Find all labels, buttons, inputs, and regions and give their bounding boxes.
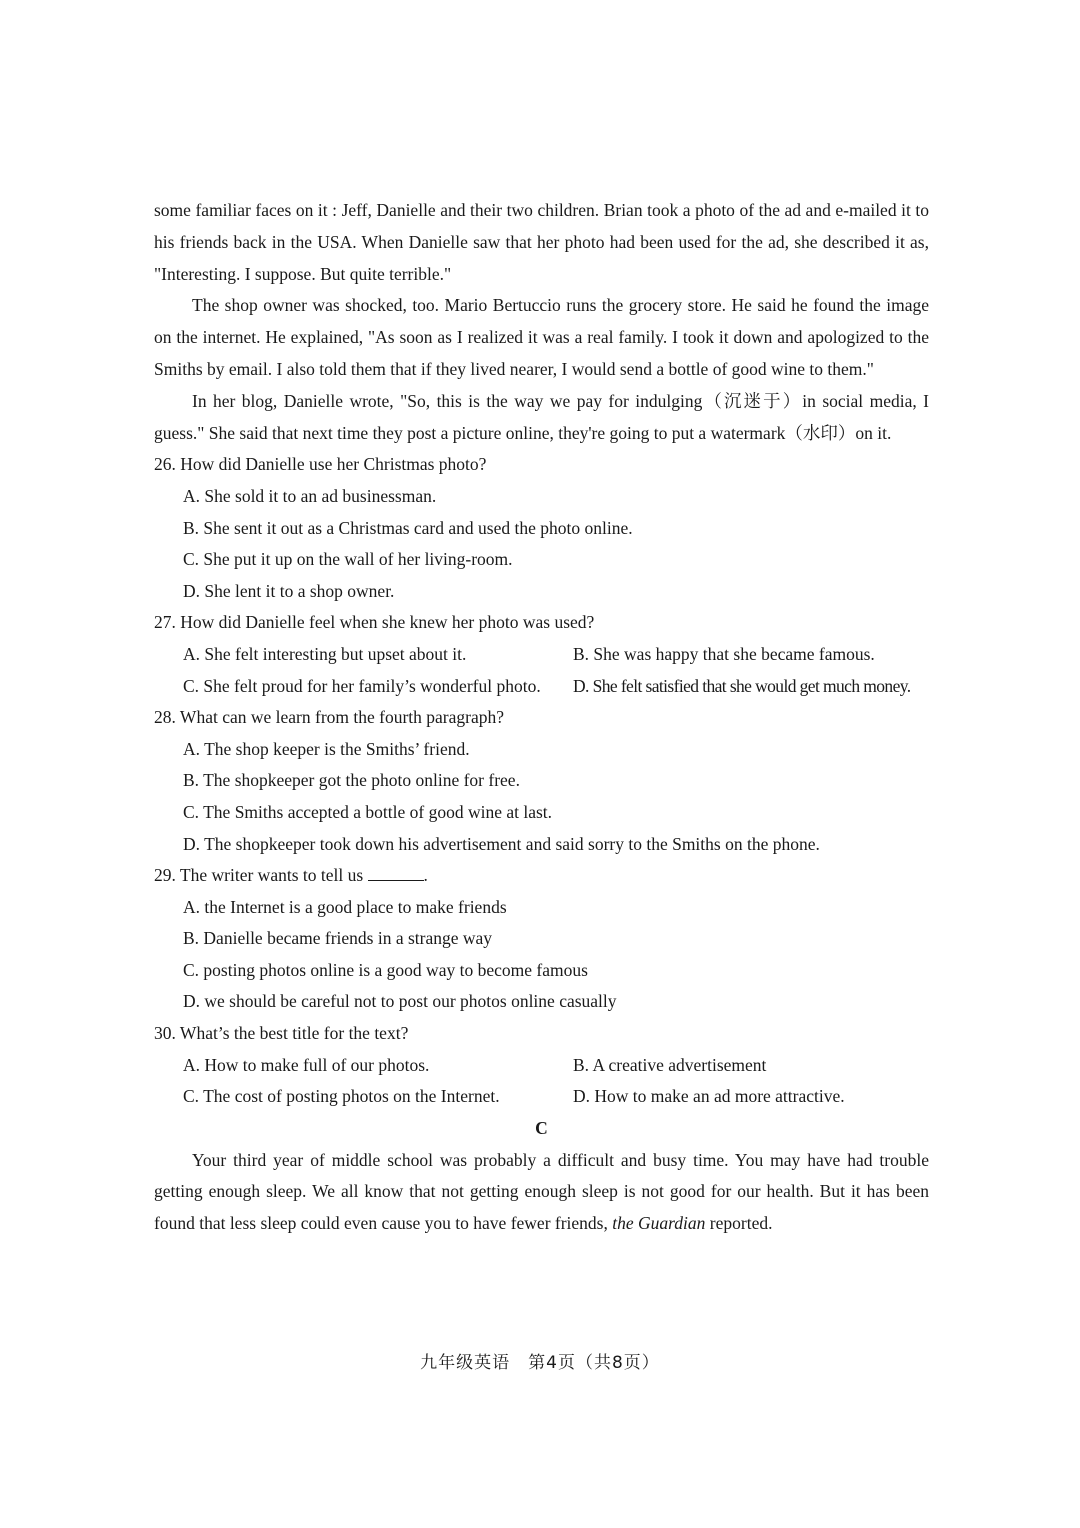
question-28-option-c: C. The Smiths accepted a bottle of good wine at last. [183,801,553,822]
question-29-stem [154,860,929,892]
question-26-option-d: D. She lent it to a shop owner. [183,580,395,601]
question-30-option-c: C. The cost of posting photos on the Internet. [183,1086,500,1107]
question-27-option-c: C. She felt proud for her family’s wonderful photo. [183,675,541,696]
question-29-option-d: D. we should be careful not to post our photos online casually [183,991,617,1012]
publication-name: the Guardian [612,1213,706,1234]
question-30-stem: 30. What’s the best title for the text? [154,1023,409,1044]
passage-b-paragraph-1: some familiar faces on it : Jeff, Danielle and their two children. Brian took a photo of the ad and e-mailed it to his friends back in the USA. When Danielle saw that her photo had been used for the ad, she described it as, "Interesting. I suppose. But quite terrible." [154,200,929,284]
question-29-stem-text: 29. The writer wants to tell us [154,865,364,886]
question-28-option-d: D. The shopkeeper took down his advertisement and said sorry to the Smiths on the phone. [183,833,820,854]
question-26-stem: 26. How did Danielle use her Christmas photo? [154,454,487,475]
question-29-option-c: C. posting photos online is a good way to become famous [183,959,588,980]
question-27-option-a: A. She felt interesting but upset about it. [183,643,467,664]
passage-c-paragraph-1 [154,1145,929,1240]
question-30-options-row-2 [183,1081,929,1113]
question-30-option-b: B. A creative advertisement [573,1054,767,1075]
question-29-option-a: A. the Internet is a good place to make friends [183,896,507,917]
question-28-stem: 28. What can we learn from the fourth paragraph? [154,707,505,728]
answer-blank [368,864,424,881]
question-26-option-c: C. She put it up on the wall of her living-room. [183,549,513,570]
question-30-option-d: D. How to make an ad more attractive. [573,1086,845,1107]
question-26-option-b: B. She sent it out as a Christmas card and used the photo online. [183,517,633,538]
question-29-option-b: B. Danielle became friends in a strange way [183,928,493,949]
question-30-option-a: A. How to make full of our photos. [183,1054,430,1075]
question-27-options-row-2 [183,671,929,703]
passage-c-text-end: reported. [709,1213,773,1234]
question-27-stem: 27. How did Danielle feel when she knew her photo was used? [154,612,595,633]
passage-c-text: Your third year of middle school was probably a difficult and busy time. You may have had trouble getting enough sleep. We all know that not getting enough sleep is not good for our health. But it has been found that less sleep could even cause you to have fewer friends, [154,1149,929,1234]
passage-b-paragraph-2: The shop owner was shocked, too. Mario Bertuccio runs the grocery store. He said he found the image on the internet. He explained, "As soon as I realized it was a real family. I took it down and apologized to the Smiths by email. I also told them that if they lived nearer, I would send a bottle of good wine to them." [154,295,929,379]
question-29-stem-end: . [423,865,428,886]
question-27-options-row-1 [183,639,929,671]
question-27-option-d: D. She felt satisfied that she would get much money. [573,675,911,696]
passage-b-paragraph-3: In her blog, Danielle wrote, "So, this is the way we pay for indulging（沉迷于）in social media, I guess." She said that next time they post a picture online, they're going to put a watermark（水印）on it. [154,390,929,443]
question-30-options-row-1 [183,1050,929,1082]
question-26-option-a: A. She sold it to an ad businessman. [183,485,437,506]
question-28-option-a: A. The shop keeper is the Smiths’ friend. [183,738,470,759]
page-footer: 九年级英语 第4页（共8页） [420,1353,660,1373]
page-content [154,195,929,1240]
question-28-option-b: B. The shopkeeper got the photo online for free. [183,770,520,791]
question-27-option-b: B. She was happy that she became famous. [573,643,875,664]
section-c-heading: C [535,1117,548,1138]
